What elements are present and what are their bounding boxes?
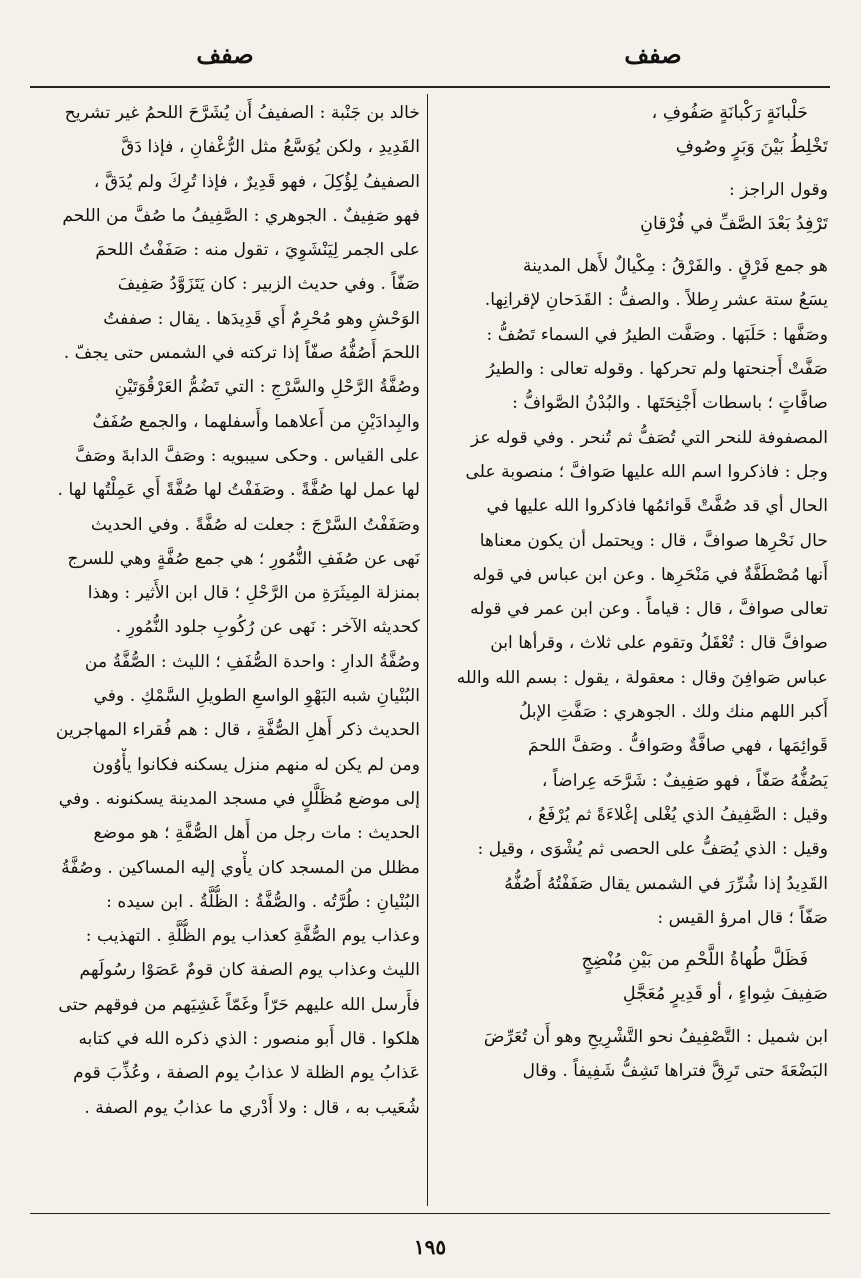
text-line: إلى موضع مُظَلَّلٍ في مسجد المدينة يسكنونه . وفي xyxy=(58,788,420,809)
left-column xyxy=(20,96,420,1125)
text-line: أَنها مُصْطَفَّةٌ في مَنْحَرِها . وعن ابن عباس في قوله xyxy=(472,564,828,585)
text-line: هو جمع فَرْقٍ . والفَرْقُ : مِكْيالٌ لأَهل المدينة xyxy=(522,256,828,277)
text-line: البُنْيانِ شبه البَهْوِ الواسعِ الطويلِ السَّمْكِ . وفي xyxy=(93,686,420,707)
text-line: ابن شميل : التَّصْفِيفُ نحو التَّشْرِيحِ وهو أَن تُعَرِّضَ xyxy=(483,1026,828,1047)
text-line: فأَرسل الله عليهم حَرّاً وغَمّاً غَشِيَهم من فوقهم حتى xyxy=(58,994,420,1015)
text-line: الحال أي قد صُفَّتْ قَوائمُها فاذكروا الله عليها في xyxy=(486,496,828,517)
text-line: الليث وعذاب يوم الصفة كان قومٌ عَصَوْا رسُولَهم xyxy=(79,960,420,981)
text-line: وصَفَفْتُ السَّرْجَ : جعلت له صُفَّةً . وفي الحديث xyxy=(90,514,420,535)
text-line: حال نَحْرِها صوافَّ ، قال : ويحتمل أن يكون معناها xyxy=(479,530,828,551)
text-line: وجل : فاذكروا اسم الله عليها صَوافَّ ؛ منصوبة على xyxy=(465,461,828,482)
text-line: وقول الراجز : xyxy=(729,179,828,200)
text-line: فهو صَفِيفٌ . الجوهري : الصَّفِيفُ ما صُفَّ من اللحم xyxy=(62,205,420,226)
text-line: وقيل : الذي يُصَفُّ على الحصى ثم يُشْوَى ، وقيل : xyxy=(477,839,828,860)
text-line: القَدِيدُ إذا شُرِّرَ في الشمس يقال صَفَفْتُهُ أَصُفُّهُ xyxy=(504,873,828,894)
text-line: نَهى عن صُفَفِ النُّمُورِ ؛ هي جمع صُفَّةٍ وهي للسرج xyxy=(67,548,420,569)
verse-line: صَفِيفَ شِواءٍ ، أو قَدِيرٍ مُعَجَّلِ xyxy=(622,984,828,1005)
text-line: على الجمر لِيَنْشَوِيَ ، تقول منه : صَفَفْتُ اللحمَ xyxy=(95,240,420,261)
text-line: صوافَّ قال : تُعْقَلُ وتقوم على ثلاث ، وقرأها ابن xyxy=(490,633,828,654)
spacer xyxy=(436,165,828,173)
verse-line: تَرْفِدُ بَعْدَ الصَّفِّ في فُرْقانِ xyxy=(640,213,828,234)
text-line: ومن لم يكن له منهم منزل يسكنه فكانوا يأْوُون xyxy=(92,754,420,775)
text-line: وصُفَّةُ الدارِ : واحدة الصُّفَفِ ؛ الليث : الصُّفَّةُ من xyxy=(84,651,420,672)
verse-line: فَظَلَّ طُهاةُ اللَّحْمِ من بَيْنِ مُنْضِجٍ xyxy=(581,950,808,971)
column-divider xyxy=(427,94,428,1206)
text-line: يسَعُ ستة عشر رِطلاً . والصفُّ : القَدَحانِ لإقرانِها. xyxy=(484,290,828,311)
text-line: مظلل من المسجد كان يأْوي إليه المساكين . وصُفَّةُ xyxy=(61,857,420,878)
page-number: ١٩٥ xyxy=(413,1235,447,1259)
text-line: كحديثه الآخر : نَهى عن رُكُوبِ جلود النُّمُورِ . xyxy=(115,617,420,638)
text-line: قَوائِمَها ، فهي صافَّةٌ وصَوافُّ . وصَفَّ اللحمَ xyxy=(527,736,828,757)
text-line: خالد بن جَنْبة : الصفيفُ أَن يُشَرَّحَ اللحمُ غير تشريح xyxy=(64,103,420,123)
text-line: الصفيفُ لِؤُكِلَ ، فهو قَدِيرٌ ، فإذا تُرِكَ ولم يُدَقَّ ، xyxy=(93,171,420,192)
text-line: صَفّاً ؛ قال امرؤ القيس : xyxy=(657,907,828,928)
right-column xyxy=(436,96,828,1088)
text-line: وقيل : الصَّفِيفُ الذي يُغْلى إغْلاءَةً ثم يُرْفَعُ ، xyxy=(527,804,828,825)
text-line: وعذاب يوم الصُّفَّةِ كعذاب يوم الظُّلَّةِ . التهذيب : xyxy=(85,926,420,947)
text-line: البَضْعَةَ حتى تَرِقَّ فتراها تَشِفُّ شَفِيفاً . وقال xyxy=(522,1061,828,1082)
verse-line: تَخْلِطُ بَيْنَ وَبَرٍ وصُوفِ xyxy=(675,137,828,158)
text-line: شُعَيب به ، قال : ولا أَدْري ما عذابُ يوم الصفة . xyxy=(84,1097,420,1118)
text-line: عباس صَوافِنَ وقال : معقولة ، يقول : بسم الله والله xyxy=(456,667,828,688)
spacer xyxy=(436,1012,828,1020)
text-line: على القياس . وحكى سيبويه : وصَفَّ الدابةَ وصَفَّ xyxy=(75,445,420,466)
text-line: لها عمل لها صُفَّةً . وصَفَفْتُ لها صُفَّةً أَي عَمِلْتُها لها . xyxy=(57,480,420,501)
text-line: اللحمَ أَصُفُّهُ صفّاً إذا تركته في الشمس حتى يجفّ . xyxy=(63,343,420,364)
text-line: الوَحْشِ وهو مُحْرِمٌ أَي قَدِيدَها . يقال : صففتُ xyxy=(103,308,420,329)
running-head-right: صفف xyxy=(624,40,682,69)
text-line: الحديث ذكر أَهلِ الصُّفَّةِ ، قال : هم فُقراء المهاجرين xyxy=(55,720,420,741)
footer-rule xyxy=(30,1213,830,1214)
text-line: القَدِيدِ ، ولكن يُوَسَّعُ مثل الرُّغْفانِ ، فإذا دَقَّ xyxy=(121,137,420,158)
text-line: هلكوا . قال أَبو منصور : الذي ذكره الله في كتابه xyxy=(78,1029,420,1050)
text-line: الحديث : مات رجل من أَهل الصُّفَّةِ ؛ هو موضع xyxy=(93,823,420,844)
text-line: المصفوفة للنحر التي تُصَفُّ ثم تُنحر . وفي قوله عز xyxy=(470,427,828,448)
spacer xyxy=(436,241,828,249)
text-line: وصَفَّها : حَلَبَها . وصَفَّت الطيرُ في السماء تَصُفُّ : xyxy=(486,324,828,345)
text-line: صَفَّتْ أَجنحتها ولم تحركها . وقوله تعالى : والطيرُ xyxy=(486,359,828,380)
header-rule xyxy=(30,86,830,88)
text-line: بمنزلة المِيثَرَةِ من الرَّحْلِ ؛ قال ابن الأَثير : وهذا xyxy=(87,583,420,604)
text-line: والبِدادَيْنِ من أَعلاهما وأَسفلهما ، والجمع صُفَفٌ xyxy=(92,411,420,432)
text-line: وصُفَّةُ الرَّحْلِ والسَّرْجِ : التي تَضُمُّ العَرْقُوَتَيْنِ xyxy=(114,377,420,398)
text-line: تعالى صوافَّ ، قال : قياماً . وعن ابن عمر في قوله xyxy=(470,599,828,620)
text-line: يَصُفُّهُ صَفّاً ، فهو صَفِيفٌ : شَرَّحَه عِراضاً ، xyxy=(541,770,828,791)
text-line: عَذابُ يوم الظلة لا عذابُ يوم الصفة ، وعُذِّبَ قوم xyxy=(73,1063,420,1084)
spacer xyxy=(436,935,828,943)
text-line: صَفّاً . وفي حديث الزبير : كان يَتَزَوَّدُ صَفِيفَ xyxy=(117,274,420,295)
verse-line: حَلْبانَةٍ رَكْبانَةٍ صَفُوفِ ، xyxy=(651,103,808,123)
text-line: البُنْيانِ : طُرَّتُه . والصُّفَّةُ : الظُّلَّةُ . ابن سيده : xyxy=(106,891,420,912)
text-line: أَكبر اللهم منك ولك . الجوهري : صَفَّتِ الإبلُ xyxy=(518,702,828,723)
text-line: صافَّاتٍ ؛ باسطات أَجْنِحَتَها . والبُدْنُ الصَّوافُّ : xyxy=(512,393,828,414)
running-head-left: صفف xyxy=(196,40,254,69)
